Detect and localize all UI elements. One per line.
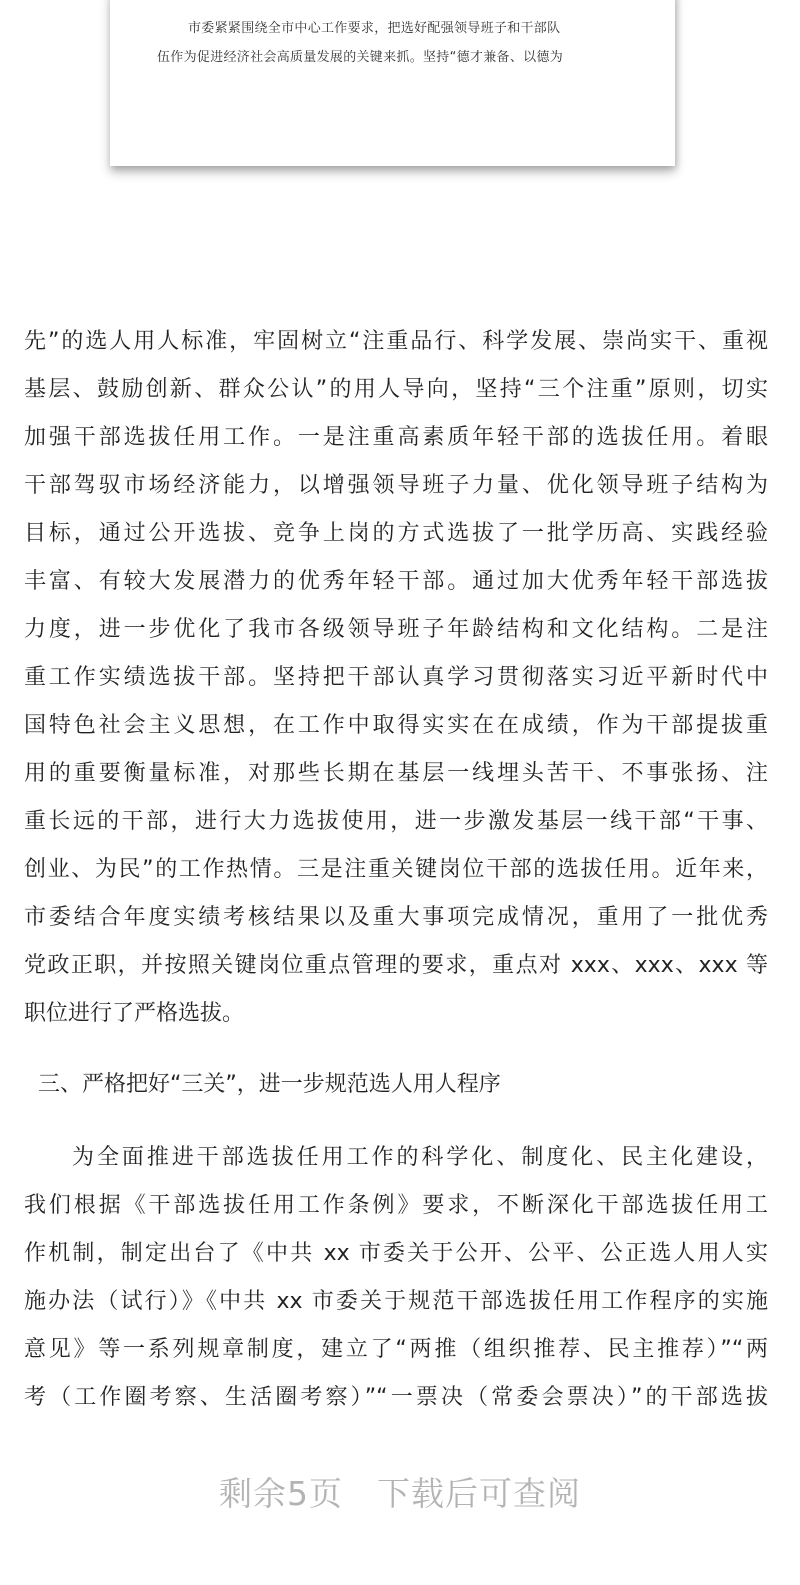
download-to-view-label: 下载后可查阅 [377, 1474, 581, 1513]
card-text-line: 伍作为促进经济社会高质量发展的关键来抓。坚持“德才兼备、以德为 [157, 50, 564, 65]
paragraph-line: 职位进行了严格选拔。 [24, 1001, 245, 1026]
paragraph-line: 重长远的干部，进行大力选拔使用，进一步激发基层一线干部“干事、 [24, 809, 768, 834]
paragraph-line: 创业、为民”的工作热情。三是注重关键岗位干部的选拔任用。近年来， [24, 857, 768, 882]
paragraph-line: 力度，进一步优化了我市各级领导班子年龄结构和文化结构。二是注 [24, 617, 768, 642]
paragraph-line: 重工作实绩选拔干部。坚持把干部认真学习贯彻落实习近平新时代中 [24, 665, 768, 690]
paragraph-line: 先”的选人用人标准，牢固树立“注重品行、科学发展、崇尚实干、重视 [24, 329, 768, 354]
paragraph-line: 用的重要衡量标准，对那些长期在基层一线埋头苦干、不事张扬、注 [24, 761, 768, 786]
paragraph-line: 为全面推进干部选拔任用工作的科学化、制度化、民主化建设， [72, 1145, 768, 1170]
card-text-line: 市委紧紧围绕全市中心工作要求，把选好配强领导班子和干部队 [188, 21, 561, 36]
paragraph-line: 加强干部选拔任用工作。一是注重高素质年轻干部的选拔任用。着眼 [24, 425, 768, 450]
paragraph-line: 施办法（试行）》《中共 xx 市委关于规范干部选拔任用工作程序的实施 [24, 1289, 768, 1314]
preview-card [110, 0, 675, 166]
section-heading: 三、严格把好“三关”，进一步规范选人用人程序 [38, 1072, 501, 1097]
paragraph-line: 基层、鼓励创新、群众公认”的用人导向，坚持“三个注重”原则，切实 [24, 377, 768, 402]
paragraph-line: 丰富、有较大发展潜力的优秀年轻干部。通过加大优秀年轻干部选拔 [24, 569, 768, 594]
paragraph-line: 意见》等一系列规章制度，建立了“两推（组织推荐、民主推荐）”“两 [24, 1337, 768, 1362]
remaining-pages-label: 剩余5页 [219, 1474, 343, 1513]
paragraph-line: 党政正职，并按照关键岗位重点管理的要求，重点对 xxx、xxx、xxx 等 [24, 953, 768, 978]
paragraph-line: 目标，通过公开选拔、竞争上岗的方式选拔了一批学历高、实践经验 [24, 521, 768, 546]
paragraph-line: 市委结合年度实绩考核结果以及重大事项完成情况，重用了一批优秀 [24, 905, 768, 930]
paragraph-line: 作机制，制定出台了《中共 xx 市委关于公开、公平、公正选人用人实 [24, 1241, 768, 1266]
paragraph-line: 考（工作圈考察、生活圈考察）”“一票决（常委会票决）”的干部选拔 [24, 1385, 768, 1410]
paragraph-line: 干部驾驭市场经济能力，以增强领导班子力量、优化领导班子结构为 [24, 473, 768, 498]
paragraph-line: 我们根据《干部选拔任用工作条例》要求，不断深化干部选拔任用工 [24, 1193, 768, 1218]
paragraph-line: 国特色社会主义思想，在工作中取得实实在在成绩，作为干部提拔重 [24, 713, 768, 738]
download-prompt[interactable] [0, 1468, 800, 1515]
